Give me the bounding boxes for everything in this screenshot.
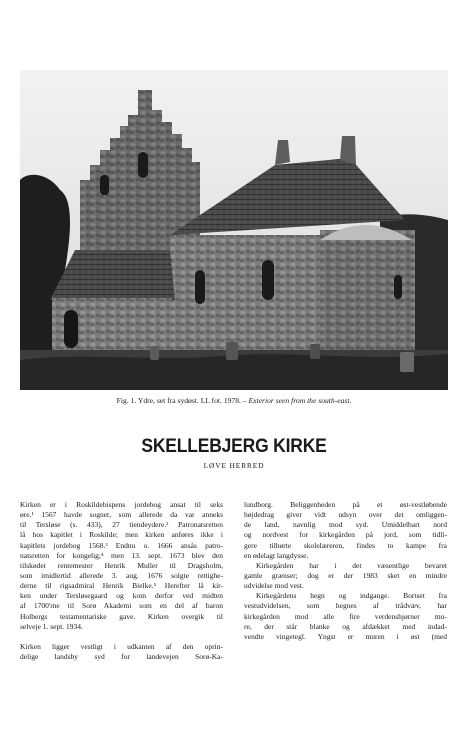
text-line: tilskødet rentemester Henrik Muller til Dragsholm, [20,560,223,570]
text-column-left [20,500,223,662]
text-line: gamle grænser; dog er der 1983 sket en mindre [244,570,447,580]
text-line: derne til rigsadmiral Henrik Bielke.⁵ Herefter lå kir- [20,581,223,591]
text-line: udvidelse mod vest. [244,581,304,591]
text-column-right [244,500,447,642]
text-line: Kirkegårdens hegn og indgange. Bortset fra [256,591,447,601]
text-line: Holbergs testamentariske gave. Kirken overgik til [20,611,223,621]
text-line: af 1700'rne til Sorø Akademi som en del af baron [20,601,223,611]
text-line: til Tersløse (s. 433), 27 tiendeydere.² Patronatsretten [20,520,223,530]
text-line: højdedrag giver vidt udsyn over det omliggen- [244,510,447,520]
text-line: lå hos kapitlet i Roskilde; men kirken anføres ikke i [20,530,223,540]
text-line: natsretten for kongelig;⁴ men 13. sept. 1673 blev den [20,550,223,560]
text-line: lundborg. Beliggenheden på et øst-vestløbende [244,500,447,509]
text-line: de land, navnlig mod syd. Umiddelbart nord [244,520,447,530]
text-line: og nordvest for kirkegården på jord, som tidli- [244,530,447,540]
page-subtitle: LØVE HERRED [203,461,265,470]
church-photograph [20,70,448,390]
text-line: Kirkegården har i det væsentlige bevaret [256,560,447,570]
figure-caption: Fig. 1. Ydre, set fra sydøst. LL fot. 1978. – Exterior seen from the south-east. [116,396,352,405]
text-line: som imidlertid allerede 3. aug. 1676 solgte rettighe- [20,570,223,580]
text-line: Kirken er i Roskildebispens jordebog ansat til seks [20,500,223,509]
text-line: gere tilhørte skolelæreren, findes to kampe fra [244,540,447,550]
text-line: vestudvidelsen, som hegnes af trådvæv, har [244,601,447,611]
text-line: en ødelagt langdysse. [244,550,309,560]
text-line: kirkegården mod alle fire verdenshjørner mu- [244,611,447,621]
page-title: SKELLEBJERG KIRKE [141,436,327,457]
text-line: Kirken ligger vestligt i udkanten af den oprin- [20,641,223,651]
text-line: selveje 1. sept. 1934. [20,621,83,631]
text-line: øre.¹ 1567 havde sognet, som allerede da var anneks [20,510,223,520]
text-line: re, der står blanke og afdækket med indad- [244,621,447,631]
text-line: kapitlets jordebog 1568.³ Endnu o. 1666 ansås patro- [20,540,223,550]
text-line: delige landsby syd for landevejen Sorø-Ka- [20,652,223,662]
text-line: ken under Tersløsegaard og kom derfor ved midten [20,591,223,601]
text-line: vendte vingetegl. Yngst er muren i øst (med [244,631,447,641]
